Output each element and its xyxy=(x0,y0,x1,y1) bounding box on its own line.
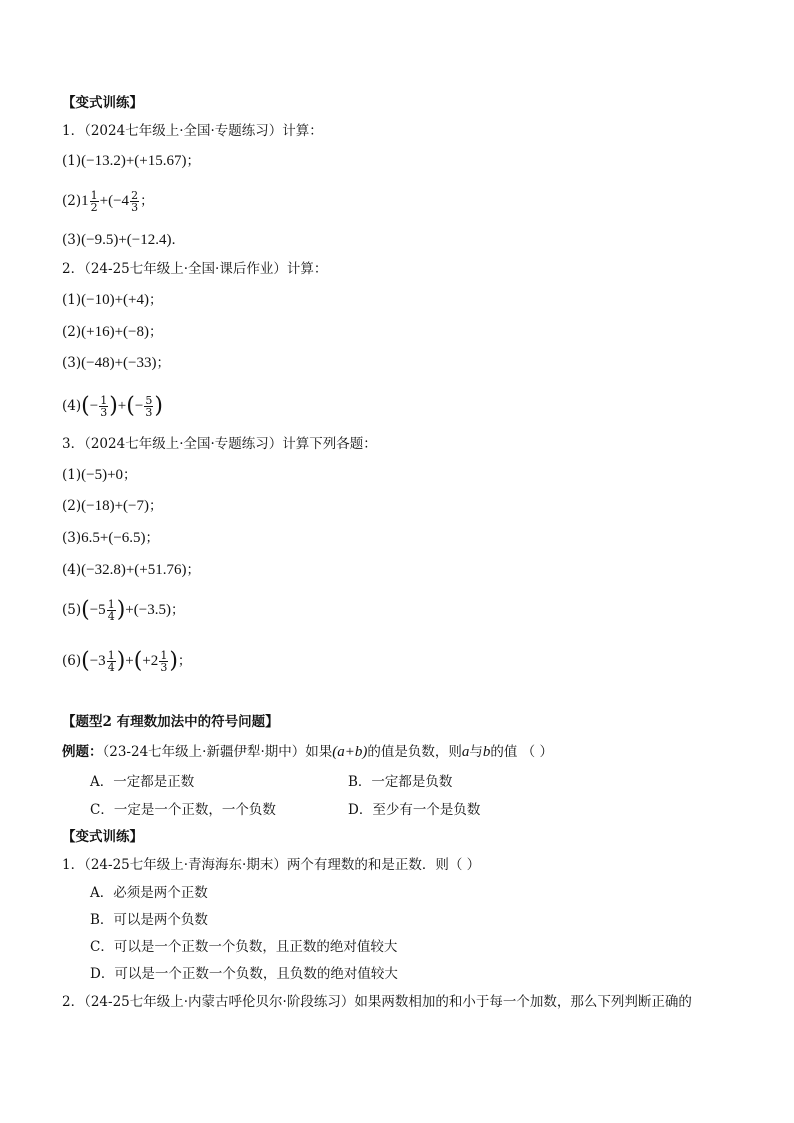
punctuation: ； xyxy=(149,324,163,340)
question-3-part-5 xyxy=(62,599,184,622)
numerator: 1 xyxy=(107,649,115,662)
math-operator: + xyxy=(125,562,135,578)
fraction xyxy=(90,190,99,213)
option-b: B．一定都是负数 xyxy=(348,774,453,790)
question-3-part-4 xyxy=(62,560,200,580)
math-operator: + xyxy=(114,292,124,308)
math-sign: − xyxy=(134,398,144,414)
part-label: (6) xyxy=(62,653,82,669)
punctuation: ． xyxy=(171,232,185,248)
paren-open: ( xyxy=(133,648,143,674)
question-3-part-6 xyxy=(62,650,191,673)
part-label: (4) xyxy=(62,562,82,578)
fraction xyxy=(99,395,108,418)
part-label: (1) xyxy=(62,153,82,169)
math-term: 6.5 xyxy=(81,530,100,546)
question-1-part-1 xyxy=(62,151,200,171)
question-2-part-2 xyxy=(62,322,163,342)
part-label: (1) xyxy=(62,467,82,483)
practice-question-1-option-d: D．可以是一个正数一个负数，且负数的绝对值较大 xyxy=(90,966,398,982)
math-whole: 1 xyxy=(81,193,89,209)
paren-close: ) xyxy=(154,393,163,419)
punctuation: ； xyxy=(145,530,160,546)
part-label: (2) xyxy=(62,498,82,514)
math-whole: +2 xyxy=(142,653,159,669)
part-label: (5) xyxy=(62,602,82,618)
fraction xyxy=(130,190,139,213)
paren-close: ) xyxy=(169,648,178,674)
math-operator: + xyxy=(114,324,124,340)
math-operator: + xyxy=(125,602,134,618)
question-1-stem: 1．（2024七年级上·全国·专题练习）计算： xyxy=(62,123,323,139)
math-term: (−3.5) xyxy=(133,602,171,618)
math-operator: + xyxy=(125,653,134,669)
fraction xyxy=(107,650,116,673)
question-3-stem: 3．（2024七年级上·全国·专题练习）计算下列各题： xyxy=(62,436,377,452)
section-header-practice: 【变式训练】 xyxy=(62,95,143,111)
question-1-part-2 xyxy=(62,190,154,213)
question-2-part-4 xyxy=(62,395,163,418)
paren-open: ( xyxy=(126,393,135,419)
example-text: 的值 （ ） xyxy=(490,744,553,760)
example-label: 例题： xyxy=(62,744,103,760)
question-3-part-1 xyxy=(62,465,137,485)
math-term: (−8) xyxy=(123,324,149,340)
section-header-type-2: 【题型2 有理数加法中的符号问题】 xyxy=(62,714,279,730)
math-term: (−10) xyxy=(81,292,115,308)
part-label: (2) xyxy=(62,324,82,340)
math-term: (−9.5) xyxy=(81,232,119,248)
example-options-row-1 xyxy=(90,772,452,792)
math-term: (−32.8) xyxy=(81,562,126,578)
math-term: (−4 xyxy=(108,193,130,209)
math-whole: −5 xyxy=(89,602,106,618)
denominator: 3 xyxy=(145,406,153,419)
practice-question-1-option-b: B．可以是两个负数 xyxy=(90,912,208,928)
math-operator: + xyxy=(117,398,127,414)
question-3-part-2 xyxy=(62,496,163,516)
punctuation: ； xyxy=(170,602,185,618)
punctuation: ； xyxy=(140,193,154,209)
math-term: (−13.2) xyxy=(81,153,126,169)
numerator: 1 xyxy=(100,394,108,407)
example-text: 的值是负数，则 xyxy=(367,744,462,760)
math-term: (−6.5) xyxy=(108,530,146,546)
question-3-part-3 xyxy=(62,528,159,548)
part-label: (1) xyxy=(62,292,82,308)
paren-close: ) xyxy=(116,648,126,674)
math-variable: a xyxy=(461,744,470,760)
math-term: (+15.67) xyxy=(134,153,187,169)
denominator: 3 xyxy=(160,661,168,674)
math-expression: (−5)+0 xyxy=(81,467,124,483)
math-term: (+16) xyxy=(81,324,115,340)
part-label: (4) xyxy=(62,398,82,414)
fraction xyxy=(144,395,153,418)
math-operator: + xyxy=(125,153,135,169)
paren-close: ) xyxy=(109,393,118,419)
paren-open: ( xyxy=(81,597,90,623)
math-term: (−18) xyxy=(81,498,115,514)
numerator: 1 xyxy=(107,598,115,611)
punctuation: ； xyxy=(156,355,170,371)
example-options-row-2 xyxy=(90,800,480,820)
part-label: (3) xyxy=(62,530,82,546)
question-2-part-3 xyxy=(62,353,170,373)
denominator: 3 xyxy=(131,201,139,214)
punctuation: ； xyxy=(123,467,137,483)
punctuation: ； xyxy=(186,153,200,169)
paren-open: ( xyxy=(81,393,90,419)
numerator: 2 xyxy=(131,189,139,202)
question-1-part-3 xyxy=(62,230,185,250)
question-2-part-1 xyxy=(62,290,163,310)
punctuation: ； xyxy=(149,498,163,514)
numerator: 1 xyxy=(90,189,98,202)
example-source: （23-24七年级上·新疆伊犁·期中）如果 xyxy=(102,744,333,760)
math-operator: + xyxy=(99,530,109,546)
part-label: (3) xyxy=(62,232,82,248)
section-header-practice-2: 【变式训练】 xyxy=(62,829,143,845)
denominator: 4 xyxy=(107,610,115,623)
example-stem xyxy=(62,742,553,762)
numerator: 5 xyxy=(145,394,153,407)
math-sign: − xyxy=(89,398,99,414)
denominator: 3 xyxy=(100,406,108,419)
example-text: 与 xyxy=(469,744,483,760)
practice-question-2-stem: 2．（24-25七年级上·内蒙古呼伦贝尔·阶段练习）如果两数相加的和小于每一个加数，那么下列判断正确的 xyxy=(62,994,692,1010)
part-label: (2) xyxy=(62,193,82,209)
option-c: C．一定是一个正数，一个负数 xyxy=(90,802,276,818)
math-operator: + xyxy=(118,232,127,248)
fraction xyxy=(107,599,116,622)
math-operator: + xyxy=(114,498,124,514)
practice-question-1-stem: 1．（24-25七年级上·青海海东·期末）两个有理数的和是正数．则（ ） xyxy=(62,857,481,873)
math-term: (−33) xyxy=(123,355,157,371)
practice-question-1-option-a: A．必须是两个正数 xyxy=(90,885,208,901)
numerator: 1 xyxy=(160,649,168,662)
denominator: 2 xyxy=(90,201,98,214)
math-operator: + xyxy=(114,355,124,371)
math-term: (+4) xyxy=(123,292,149,308)
punctuation: ； xyxy=(186,562,200,578)
math-operator: + xyxy=(99,193,109,209)
math-term: (−48) xyxy=(81,355,115,371)
option-a: A．一定都是正数 xyxy=(90,774,195,790)
punctuation: ； xyxy=(177,653,192,669)
denominator: 4 xyxy=(107,661,115,674)
math-expression: (a+b) xyxy=(332,744,368,760)
part-label: (3) xyxy=(62,355,82,371)
math-term: (−7) xyxy=(123,498,149,514)
paren-open: ( xyxy=(81,648,90,674)
math-variable: b xyxy=(482,744,491,760)
fraction xyxy=(159,650,168,673)
option-d: D．至少有一个是负数 xyxy=(348,802,481,818)
math-term: (−12.4) xyxy=(126,232,172,248)
math-term: (+51.76) xyxy=(134,562,187,578)
practice-question-1-option-c: C．可以是一个正数一个负数，且正数的绝对值较大 xyxy=(90,939,398,955)
question-2-stem: 2．（24-25七年级上·全国·课后作业）计算： xyxy=(62,261,328,277)
math-whole: −3 xyxy=(89,653,106,669)
paren-close: ) xyxy=(116,597,126,623)
punctuation: ； xyxy=(149,292,163,308)
